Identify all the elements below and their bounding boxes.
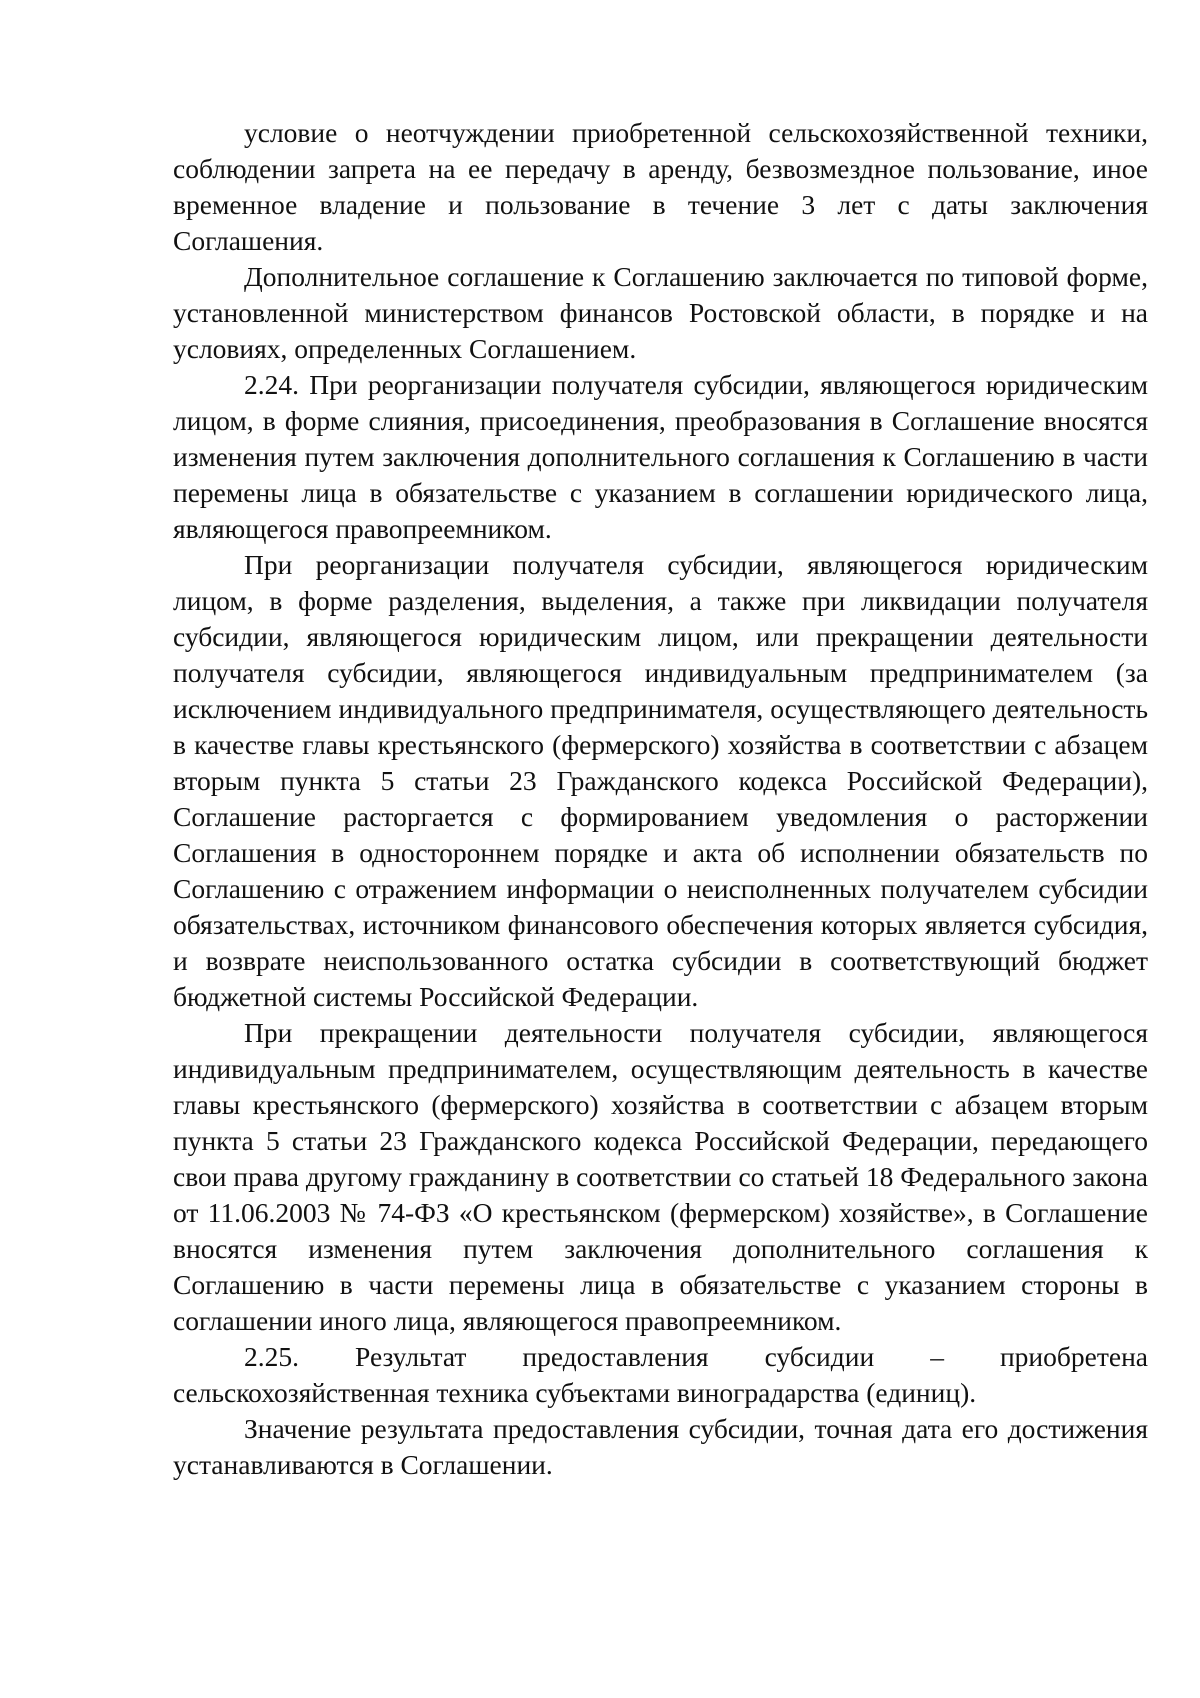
paragraph-result-value: Значение результата предоставления субсидии, точная дата его достижения устанавливаются в Соглашении. xyxy=(173,1413,1148,1480)
paragraph-additional-agreement: Дополнительное соглашение к Соглашению заключается по типовой форме, установленной министерством финансов Ростовской области, в порядке и на условиях, определенных Соглашением. xyxy=(173,261,1148,364)
document-body xyxy=(173,115,1148,1483)
paragraph-reorganization-division: При реорганизации получателя субсидии, являющегося юридическим лицом, в форме разделения, выделения, а также при ликвидации получателя субсидии, являющегося юридическим лицом, или прекращении деятельности получателя субсидии, являющегося индивидуальным предпринимателем (за исключением индивидуального предпринимателя, осуществляющего деятельность в качестве главы крестьянского (фермерского) хозяйства в соответствии с абзацем вторым пункта 5 статьи 23 Гражданского кодекса Российской Федерации), Соглашение расторгается с формированием уведомления о расторжении Соглашения в одностороннем порядке и акта об исполнении обязательств по Соглашению с отражением информации о неисполненных получателем субсидии обязательствах, источником финансового обеспечения которых является субсидия, и возврате неиспользованного остатка субсидии в соответствующий бюджет бюджетной системы Российской Федерации. xyxy=(173,549,1148,1012)
paragraph-2-25-subsidy-result: 2.25. Результат предоставления субсидии – приобретена сельскохозяйственная техника субъектами виноградарства (единиц). xyxy=(173,1341,1148,1408)
paragraph-farm-head-termination: При прекращении деятельности получателя субсидии, являющегося индивидуальным предпринимателем, осуществляющим деятельность в качестве главы крестьянского (фермерского) хозяйства в соответствии с абзацем вторым пункта 5 статьи 23 Гражданского кодекса Российской Федерации, передающего свои права другому гражданину в соответствии со статьей 18 Федерального закона от 11.06.2003 № 74-ФЗ «О крестьянском (фермерском) хозяйстве», в Соглашение вносятся изменения путем заключения дополнительного соглашения к Соглашению в части перемены лица в обязательстве с указанием стороны в соглашении иного лица, являющегося правопреемником. xyxy=(173,1017,1148,1336)
paragraph-prohibition-condition: условие о неотчуждении приобретенной сельскохозяйственной техники, соблюдении запрета на ее передачу в аренду, безвозмездное пользование, иное временное владение и пользование в течение 3 лет с даты заключения Соглашения. xyxy=(173,117,1148,256)
paragraph-2-24-reorganization-merger: 2.24. При реорганизации получателя субсидии, являющегося юридическим лицом, в форме слияния, присоединения, преобразования в Соглашение вносятся изменения путем заключения дополнительного соглашения к Соглашению в части перемены лица в обязательстве с указанием в соглашении юридического лица, являющегося правопреемником. xyxy=(173,369,1148,544)
